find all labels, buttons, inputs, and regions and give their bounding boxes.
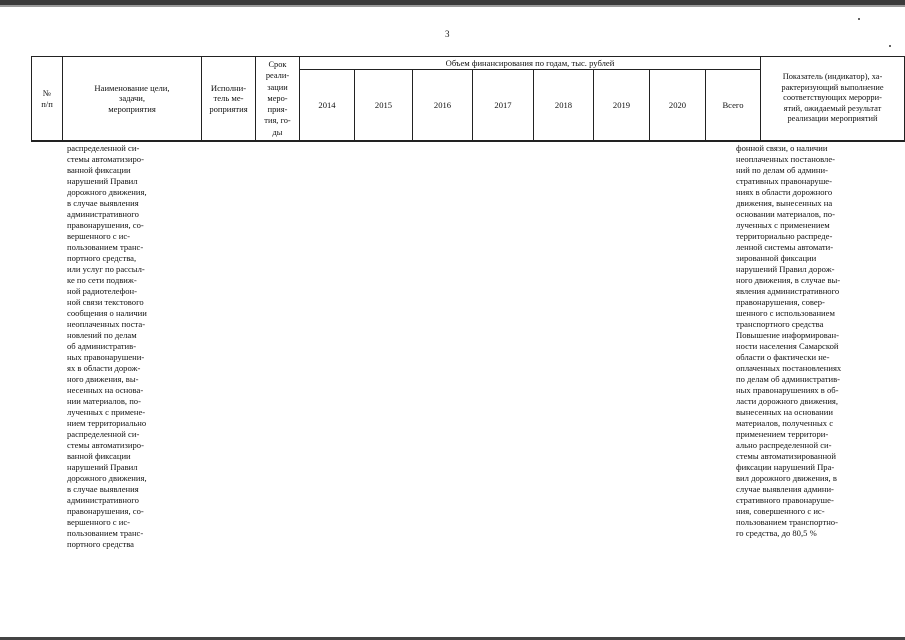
- header-name: Наименование цели, задачи, мероприятия: [63, 57, 202, 141]
- header-total: Всего: [706, 70, 761, 141]
- indicator-description: фонной связи, о наличии неоплаченных постановле- ний по делам об админи- стративных правонаруше- ниях в области дорожного движения, вынесенных на основании материалов, по- лученных с применением территориально распреде- ленной системы автомати- зированной фиксации нарушений Правил дорож- ного движения, в случае вы- явления административного правонарушения, совер- шенного с использованием транспортного средства Повышение информирован- ности населения Самарской области о фактически не- оплаченных постановлениях по делам об административ- ных правонарушениях в об- ласти дорожного движения, вынесенных на основании материалов, полученных с применением территори- ально распределенной си- стемы автоматизированной фиксации нарушений Пра- вил дорожного движения, в случае выявления админи- стративного правонаруше- ния, совершенного с ис- пользованием транспортно- го средства, до 80,5 %: [736, 143, 842, 538]
- header-num: № п/п: [32, 57, 63, 141]
- scan-edge-shadow: [0, 5, 905, 7]
- scan-speck: [858, 18, 860, 20]
- scan-speck: [889, 45, 891, 47]
- page-number: 3: [445, 29, 450, 39]
- header-year-2017: 2017: [473, 70, 534, 141]
- header-year-2019: 2019: [594, 70, 650, 141]
- header-indicator: Показатель (индикатор), ха- рактеризующий выполнение соответствующих мероpри- ятий, ожидаемый результат реализации мероприятий: [761, 57, 904, 141]
- table-header: [31, 56, 905, 142]
- header-year-2018: 2018: [534, 70, 594, 141]
- header-executor: Исполни- тель ме- роприятия: [202, 57, 256, 141]
- header-year-2020: 2020: [650, 70, 706, 141]
- measure-description: распределенной си- стемы автоматизиро- ванной фиксации нарушений Правил дорожного движения, в случае выявления административного правонарушения, со- вершенного с ис- пользованием транс- портного средства, или услуг по рассыл- ке по сети подвиж- ной радиотелефон- ной связи текстового сообщения о наличии неоплаченных поста- новлений по делам об административ- ных правонарушени- ях в области дорож- ного движения, вы- несенных на основа- нии материалов, по- лученных с примене- нием территориально распределенной си- стемы автоматизиро- ванной фиксации нарушений Правил дорожного движения, в случае выявления административного правонарушения, со- вершенного с ис- пользованием транс- портного средства: [67, 143, 147, 549]
- header-year-2014: 2014: [300, 70, 355, 141]
- header-year-2015: 2015: [355, 70, 413, 141]
- header-financing-title: Объем финансирования по годам, тыс. рублей: [300, 57, 761, 70]
- header-year-2016: 2016: [413, 70, 473, 141]
- header-term: Срок реали- зации меро- прия- тия, го- ды: [256, 57, 300, 141]
